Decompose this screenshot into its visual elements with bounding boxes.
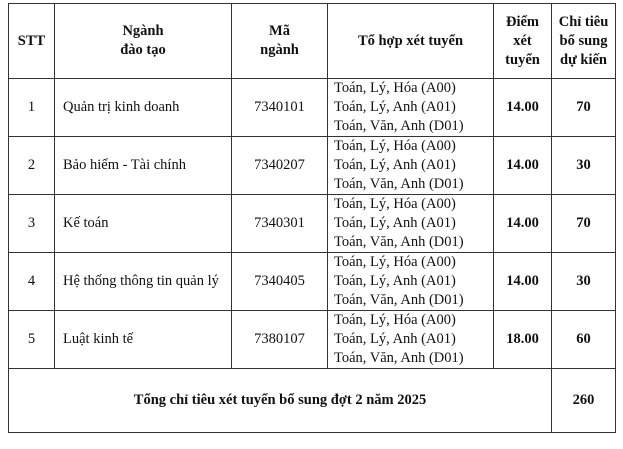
table-row bbox=[9, 253, 616, 311]
row-score: 18.00 bbox=[494, 311, 552, 369]
admission-table bbox=[8, 3, 616, 433]
table-row bbox=[9, 79, 616, 137]
combo-line: Toán, Lý, Hóa (A00) bbox=[334, 138, 456, 154]
row-stt: 3 bbox=[9, 195, 55, 253]
combo-line: Toán, Lý, Hóa (A00) bbox=[334, 80, 456, 96]
header-score: Điểm xét tuyển bbox=[494, 4, 552, 79]
header-quota: Chỉ tiêu bổ sung dự kiến bbox=[552, 4, 616, 79]
combo-line: Toán, Văn, Anh (D01) bbox=[334, 234, 464, 250]
row-code: 7340301 bbox=[232, 195, 328, 253]
row-quota: 70 bbox=[552, 195, 616, 253]
row-major: Bảo hiểm - Tài chính bbox=[55, 137, 232, 195]
combo-line: Toán, Văn, Anh (D01) bbox=[334, 176, 464, 192]
row-major: Hệ thống thông tin quản lý bbox=[55, 253, 232, 311]
combo-line: Toán, Lý, Hóa (A00) bbox=[334, 254, 456, 270]
table-row bbox=[9, 195, 616, 253]
header-major: Ngành đào tạo bbox=[55, 4, 232, 79]
row-combos bbox=[328, 311, 494, 369]
header-stt: STT bbox=[9, 4, 55, 79]
total-row bbox=[9, 369, 616, 433]
combo-line: Toán, Văn, Anh (D01) bbox=[334, 118, 464, 134]
combo-line: Toán, Văn, Anh (D01) bbox=[334, 292, 464, 308]
row-stt: 1 bbox=[9, 79, 55, 137]
combo-line: Toán, Lý, Anh (A01) bbox=[334, 215, 456, 231]
combo-line: Toán, Lý, Anh (A01) bbox=[334, 99, 456, 115]
row-combos bbox=[328, 253, 494, 311]
row-score: 14.00 bbox=[494, 79, 552, 137]
table-row bbox=[9, 137, 616, 195]
row-stt: 2 bbox=[9, 137, 55, 195]
header-combo: Tổ hợp xét tuyển bbox=[328, 4, 494, 79]
total-value: 260 bbox=[552, 369, 616, 433]
table-header-row bbox=[9, 4, 616, 79]
row-quota: 70 bbox=[552, 79, 616, 137]
table-row bbox=[9, 311, 616, 369]
row-combos bbox=[328, 195, 494, 253]
combo-line: Toán, Lý, Anh (A01) bbox=[334, 157, 456, 173]
row-code: 7340207 bbox=[232, 137, 328, 195]
row-score: 14.00 bbox=[494, 253, 552, 311]
row-major: Quản trị kinh doanh bbox=[55, 79, 232, 137]
row-quota: 60 bbox=[552, 311, 616, 369]
row-combos bbox=[328, 137, 494, 195]
row-quota: 30 bbox=[552, 137, 616, 195]
row-score: 14.00 bbox=[494, 137, 552, 195]
row-code: 7380107 bbox=[232, 311, 328, 369]
row-code: 7340405 bbox=[232, 253, 328, 311]
combo-line: Toán, Lý, Anh (A01) bbox=[334, 331, 456, 347]
row-major: Luật kinh tế bbox=[55, 311, 232, 369]
row-stt: 4 bbox=[9, 253, 55, 311]
combo-line: Toán, Văn, Anh (D01) bbox=[334, 350, 464, 366]
total-label: Tổng chỉ tiêu xét tuyển bổ sung đợt 2 năm 2025 bbox=[9, 369, 552, 433]
row-score: 14.00 bbox=[494, 195, 552, 253]
header-code: Mã ngành bbox=[232, 4, 328, 79]
row-combos bbox=[328, 79, 494, 137]
combo-line: Toán, Lý, Hóa (A00) bbox=[334, 312, 456, 328]
row-major: Kế toán bbox=[55, 195, 232, 253]
row-stt: 5 bbox=[9, 311, 55, 369]
combo-line: Toán, Lý, Anh (A01) bbox=[334, 273, 456, 289]
row-quota: 30 bbox=[552, 253, 616, 311]
row-code: 7340101 bbox=[232, 79, 328, 137]
combo-line: Toán, Lý, Hóa (A00) bbox=[334, 196, 456, 212]
